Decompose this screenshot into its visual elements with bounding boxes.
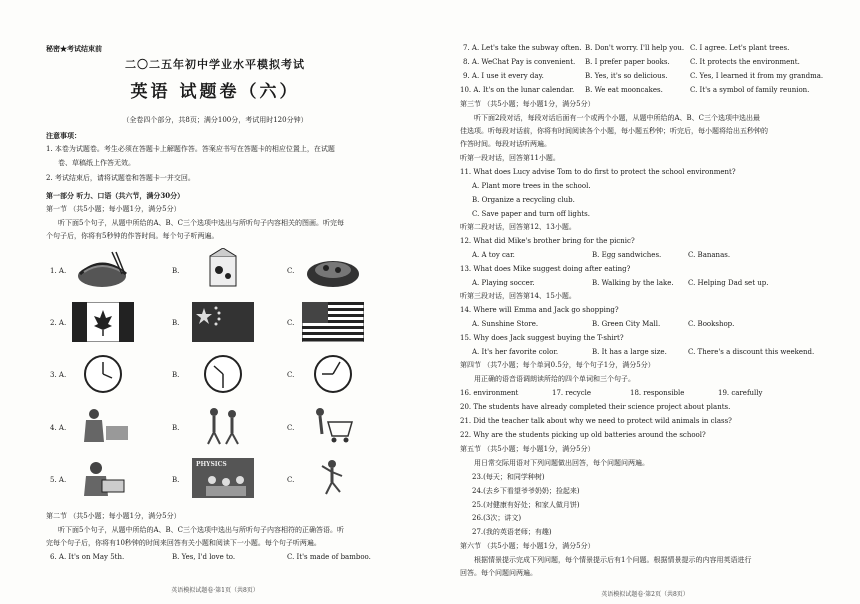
section1-instruction-cont: 个句子后，你将有5秒钟的作答时间。每个句子听两遍。	[46, 232, 219, 240]
dialog2-note: 听第二段对话，回答第12、13小题。	[460, 223, 576, 231]
page-footer: 英语模拟试题卷·第1页（共8页）	[171, 587, 259, 594]
q10-option-b: B. We eat mooncakes.	[585, 86, 663, 94]
q6-option-a: 6. A. It's on May 5th.	[50, 553, 125, 561]
shopping-picture[interactable]	[302, 406, 364, 446]
q8-option-b: B. I prefer paper books.	[585, 58, 670, 66]
q2-b-label: B.	[172, 319, 180, 327]
section2-instruction-cont: 完每个句子后，你将有10秒钟的时间来回答有关小题和阅读下一小题。每个句子听两遍。	[46, 539, 321, 547]
q13-option-c: C. Helping Dad set up.	[688, 279, 769, 287]
q15-option-c: C. There's a discount this weekend.	[688, 348, 815, 356]
section1-title: 第一节 （共5小题；每小题1分，满分5分）	[46, 205, 181, 213]
q27-hint: 27.(我的英语老师；有趣)	[472, 528, 552, 536]
q4-c-label: C.	[287, 424, 295, 432]
q14-text: 14. Where will Emma and Jack go shopping?	[460, 306, 619, 314]
q5-b-label: B.	[172, 476, 180, 484]
q1-b-label: B.	[172, 267, 180, 275]
part1-title: 第一部分 听力、口语（共六节，满分30分）	[46, 191, 185, 200]
usa-flag-picture[interactable]	[302, 302, 364, 342]
physics-class-picture[interactable]	[192, 458, 254, 498]
q3-label: 3. A.	[50, 371, 67, 379]
q12-option-c: C. Bananas.	[688, 251, 731, 259]
q14-option-b: B. Green City Mall.	[592, 320, 661, 328]
q5-c-label: C.	[287, 476, 295, 484]
section6-instruction-cont: 回答。每个问题问两遍。	[460, 569, 537, 577]
q11-option-b: B. Organize a recycling club.	[472, 196, 575, 204]
q6-option-c: C. It's made of bamboo.	[287, 553, 371, 561]
sentence-20: 20. The students have already completed their science project about plants.	[460, 403, 731, 411]
notice-title: 注意事项：	[46, 131, 81, 140]
q5-label: 5. A.	[50, 476, 67, 484]
cooking-picture[interactable]	[72, 406, 134, 446]
q7-option-b: B. Don't worry. I'll help you.	[585, 44, 685, 52]
q12-option-b: B. Egg sandwiches.	[592, 251, 662, 259]
q10-option-a: 10. A. It's on the lunar calendar.	[460, 86, 575, 94]
page-footer: 英语模拟试题卷·第2页（共8页）	[601, 591, 689, 598]
dialog3-note: 听第三段对话，回答第14、15小题。	[460, 292, 576, 300]
word-19: 19. carefully	[718, 389, 763, 397]
q8-option-c: C. It protects the environment.	[690, 58, 800, 66]
section3-instruction-3: 作答时间。每段对话听两遍。	[460, 140, 551, 148]
section6-title: 第六节 （共5小题；每小题1分，满分5分）	[460, 542, 595, 550]
q13-text: 13. What does Mike suggest doing after eating?	[460, 265, 631, 273]
section2-instruction: 听下面5个句子，从题中所给的A、B、C三个选项中选出与所听句子内容相符的正确答语。听	[58, 526, 345, 534]
sentence-22: 22. Why are the students picking up old batteries around the school?	[460, 431, 706, 439]
clock-b-picture[interactable]	[192, 354, 254, 394]
word-16: 16. environment	[460, 389, 519, 397]
q7-option-a: 7. A. Let's take the subway often.	[463, 44, 582, 52]
q11-text: 11. What does Lucy advise Tom to do first to protect the school environment?	[460, 168, 736, 176]
q15-option-a: A. It's her favorite color.	[472, 348, 559, 356]
q26-hint: 26.(3次；讲文)	[472, 514, 522, 522]
q9-option-c: C. Yes, I learned it from my grandma.	[690, 72, 824, 80]
q23-hint: 23.(每天；和同学种树)	[472, 473, 545, 481]
q25-hint: 25.(对健康有好处；和家人做月饼)	[472, 501, 580, 509]
rice-dish-picture[interactable]	[302, 250, 364, 290]
q11-option-a: A. Plant more trees in the school.	[472, 182, 591, 190]
exam-page-2	[430, 0, 860, 604]
physics-label: PHYSICS	[196, 461, 227, 468]
q14-option-c: C. Bookshop.	[688, 320, 735, 328]
word-18: 18. responsible	[630, 389, 685, 397]
china-flag-picture[interactable]	[192, 302, 254, 342]
clock-a-picture[interactable]	[72, 354, 134, 394]
dancing-picture[interactable]	[302, 458, 364, 498]
q2-label: 2. A.	[50, 319, 67, 327]
q1-label: 1. A.	[50, 267, 67, 275]
q12-option-a: A. A toy car.	[472, 251, 515, 259]
q1-c-label: C.	[287, 267, 295, 275]
noodles-picture[interactable]	[72, 250, 134, 290]
q8-option-a: 8. A. WeChat Pay is convenient.	[463, 58, 576, 66]
clock-c-picture[interactable]	[302, 354, 364, 394]
q13-option-a: A. Playing soccer.	[472, 279, 535, 287]
walking-picture[interactable]	[192, 406, 254, 446]
exam-title: 二〇二五年初中学业水平模拟考试	[125, 58, 305, 71]
q14-option-a: A. Sunshine Store.	[472, 320, 539, 328]
section1-instruction: 听下面5个句子，从题中所给的A、B、C三个选项中选出与所听句子内容相关的图画。听完每	[58, 219, 345, 227]
q4-label: 4. A.	[50, 424, 67, 432]
q24-hint: 24.(去乡下看望爷爷奶奶；捡起来)	[472, 487, 580, 495]
q6-option-b: B. Yes, I'd love to.	[172, 553, 236, 561]
dialog1-note: 听第一段对话，回答第11小题。	[460, 154, 560, 162]
q10-option-c: C. It's a symbol of family reunion.	[690, 86, 810, 94]
q11-option-c: C. Save paper and turn off lights.	[472, 210, 590, 218]
section4-title: 第四节 （共7小题；每个单词0.5分，每个句子1分，满分5分）	[460, 361, 655, 369]
section5-instruction: 用日常交际用语对下列问题做出回答，每个问题问两遍。	[474, 459, 649, 467]
paper-subtitle: 英语 试题卷（六）	[130, 82, 300, 102]
confidential-label: 秘密★考试结束前	[46, 44, 102, 53]
section6-instruction: 根据情景提示完成下列问题，每个情景提示后有1个问题。根据情景提示的内容用英语进行	[474, 556, 752, 564]
section4-instruction: 用正确的语音语调朗读所给的四个单词和三个句子。	[474, 375, 635, 383]
section2-title: 第二节 （共5小题；每小题1分，满分5分）	[46, 512, 181, 520]
q13-option-b: B. Walking by the lake.	[592, 279, 674, 287]
q15-text: 15. Why does Jack suggest buying the T-shirt?	[460, 334, 624, 342]
word-17: 17. recycle	[552, 389, 592, 397]
q4-b-label: B.	[172, 424, 180, 432]
q9-option-a: 9. A. I use it every day.	[463, 72, 544, 80]
notice-1-cont: 卷、草稿纸上作答无效。	[58, 159, 135, 167]
q7-option-c: C. I agree. Let's plant trees.	[690, 44, 790, 52]
sentence-21: 21. Did the teacher talk about why we need to protect wild animals in class?	[460, 417, 732, 425]
milk-carton-picture[interactable]	[192, 248, 254, 288]
section5-title: 第五节 （共5小题；每小题1分，满分5分）	[460, 445, 595, 453]
q3-c-label: C.	[287, 371, 295, 379]
canada-flag-picture[interactable]	[72, 302, 134, 342]
q9-option-b: B. Yes, it's so delicious.	[585, 72, 668, 80]
section3-title: 第三节 （共5小题；每小题1分，满分5分）	[460, 100, 595, 108]
section3-instruction-2: 佳选项。听每段对话前，你将有时间阅读各个小题，每小题五秒钟；听完后，每小题将给出五秒钟的	[460, 127, 768, 135]
notice-1: 1. 本卷为试题卷。考生必须在答题卡上解题作答。答案应书写在答题卡的相应位置上，在试题	[46, 145, 335, 153]
q2-c-label: C.	[287, 319, 295, 327]
q12-text: 12. What did Mike's brother bring for the picnic?	[460, 237, 635, 245]
q15-option-b: B. It has a large size.	[592, 348, 667, 356]
section3-instruction: 听下面2段对话，每段对话后面有一个或两个小题，从题中所给的A、B、C三个选项中选出最	[474, 114, 761, 122]
exam-info: （全卷四个部分，共8页；满分100分，考试用时120分钟）	[122, 116, 308, 124]
reading-picture[interactable]	[72, 458, 134, 498]
q3-b-label: B.	[172, 371, 180, 379]
notice-2: 2. 考试结束后，请将试题卷和答题卡一并交回。	[46, 174, 195, 182]
